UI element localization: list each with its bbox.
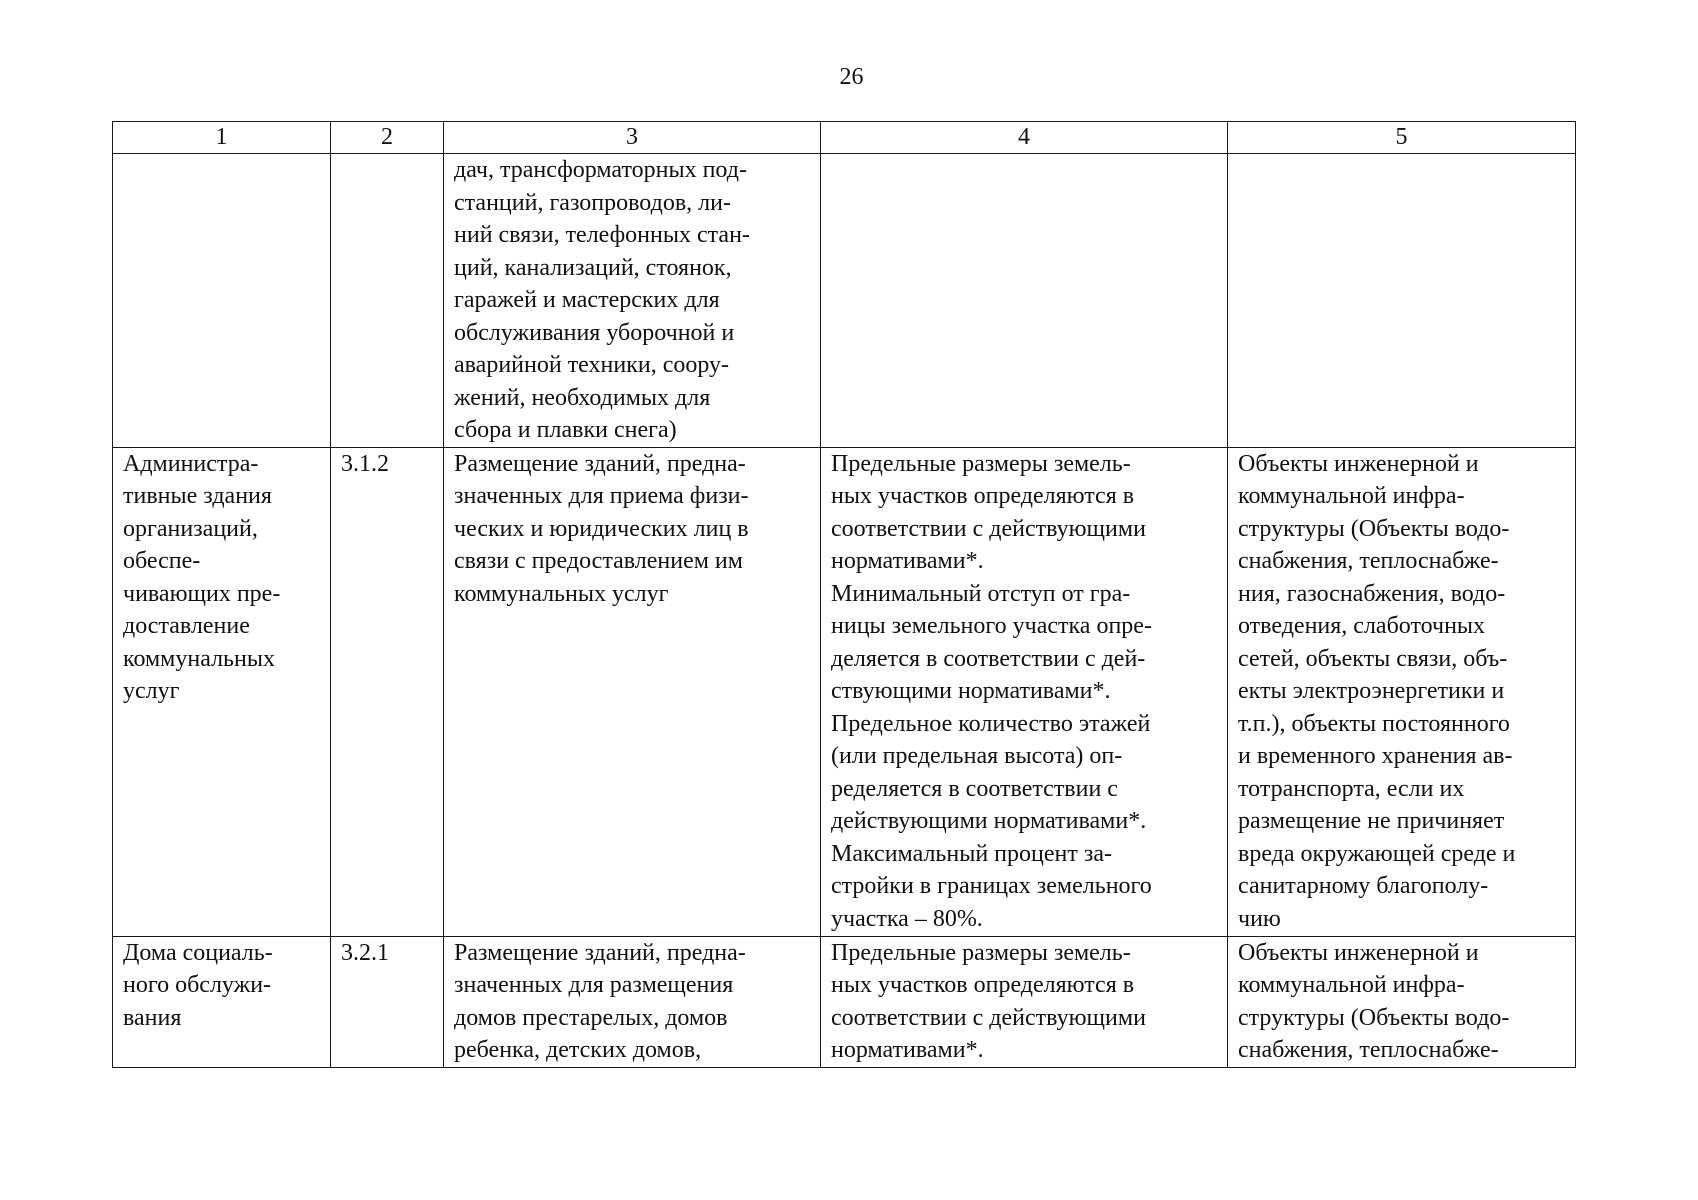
- table-row: [113, 154, 1576, 448]
- column-header-2: 2: [331, 122, 444, 154]
- parameters-cell: [821, 447, 1228, 936]
- page-number: 26: [839, 64, 864, 90]
- parameters-cell: [821, 154, 1228, 448]
- table-row: [113, 936, 1576, 1067]
- column-header-1: 1: [113, 122, 331, 154]
- use-description-text: Размещение зданий, предна- значенных для размещения домов престарелых, домов ребенка, детских домов,: [454, 939, 746, 1063]
- column-header-5: 5: [1228, 122, 1576, 154]
- parameters-text: Предельные размеры земель- ных участков определяются в соответствии с действующими нормативами*. Минимальный отступ от гра- ницы земельного участка опре- деляется в соответствии с дей- ствующими нормативами*. Предельное количество этажей (или предельная высота) оп- ределяется в соответствии с действующими нормативами*. Максимальный процент за- стройки в границах земельного участка – 80%.: [831, 450, 1152, 932]
- auxiliary-cell: [1228, 447, 1576, 936]
- use-code-text: 3.2.1: [341, 939, 389, 966]
- parameters-text: Предельные размеры земель- ных участков определяются в соответствии с действующими нормативами*.: [831, 939, 1146, 1063]
- use-name-cell: [113, 154, 331, 448]
- column-header-4: 4: [821, 122, 1228, 154]
- use-code-cell: [331, 447, 444, 936]
- use-code-cell: [331, 936, 444, 1067]
- use-description-cell: [444, 936, 821, 1067]
- use-name-cell: [113, 447, 331, 936]
- parameters-cell: [821, 936, 1228, 1067]
- use-description-cell: [444, 447, 821, 936]
- auxiliary-text: Объекты инженерной и коммунальной инфра- структуры (Объекты водо- снабжения, теплоснабже-: [1238, 939, 1510, 1063]
- auxiliary-cell: [1228, 154, 1576, 448]
- use-name-cell: [113, 936, 331, 1067]
- auxiliary-text: Объекты инженерной и коммунальной инфра- структуры (Объекты водо- снабжения, теплоснабже- ния, газоснабжения, водо- отведения, слаботочных сетей, объекты связи, объ- екты электроэнергетики и т.п.), объекты постоянного и временного хранения ав- тотранспорта, если их размещение не причиняет вреда окружающей среде и санитарному благополу- чию: [1238, 450, 1516, 932]
- use-description-text: Размещение зданий, предна- значенных для приема физи- ческих и юридических лиц в связи с предоставлением им коммунальных услуг: [454, 450, 749, 607]
- use-code-text: 3.1.2: [341, 450, 389, 477]
- use-code-cell: [331, 154, 444, 448]
- use-name-text: Дома социаль- ного обслужи- вания: [123, 939, 273, 1031]
- auxiliary-cell: [1228, 936, 1576, 1067]
- table-header-row: [113, 122, 1576, 154]
- use-description-text: дач, трансформаторных под- станций, газопроводов, ли- ний связи, телефонных стан- ций, канализаций, стоянок, гаражей и мастерских для обслуживания уборочной и аварийной техники, соору- жений, необходимых для сбора и плавки снега): [454, 157, 750, 443]
- zoning-table: [112, 121, 1576, 1068]
- use-name-text: Администра- тивные здания организаций, обеспе- чивающих пре- доставление коммунальных услуг: [123, 450, 281, 704]
- table-row: [113, 447, 1576, 936]
- column-header-3: 3: [444, 122, 821, 154]
- use-description-cell: [444, 154, 821, 448]
